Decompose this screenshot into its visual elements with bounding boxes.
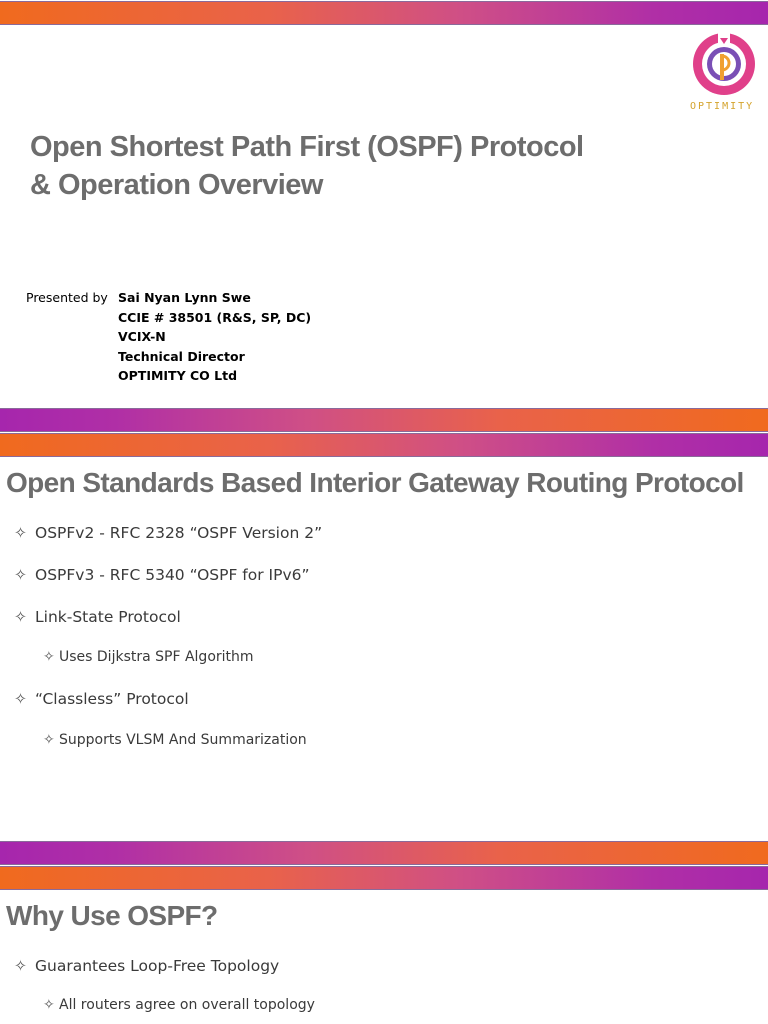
slide1-bottom-gradient-bar (0, 408, 768, 432)
slide2-bullet-4: ✧ “Classless” Protocol (14, 690, 189, 708)
title-line-2: & Operation Overview (30, 169, 323, 201)
slide3-bullet-1: ✧ Guarantees Loop-Free Topology (14, 957, 280, 975)
slide1-top-gradient-bar (0, 1, 768, 25)
presenter-company: OPTIMITY CO Ltd (118, 368, 238, 383)
diamond-bullet-icon: ✧ (14, 957, 27, 975)
slide2-heading: Open Standards Based Interior Gateway Routing Protocol (6, 467, 744, 498)
diamond-bullet-icon: ✧ (14, 566, 27, 584)
diamond-bullet-icon: ✧ (43, 649, 55, 665)
optimity-logo-text: OPTIMITY (690, 101, 755, 112)
slide2-top-gradient-bar (0, 433, 768, 457)
slide2-bullet-3: ✧ Link-State Protocol (14, 608, 181, 626)
diamond-bullet-icon: ✧ (14, 608, 27, 626)
slide2-subbullet-2: ✧ Supports VLSM And Summarization (43, 732, 307, 748)
slide2-bullet-2: ✧ OSPFv3 - RFC 5340 “OSPF for IPv6” (14, 566, 310, 584)
title-line-1: Open Shortest Path First (OSPF) Protocol (30, 131, 584, 163)
slide2-subbullet-1: ✧ Uses Dijkstra SPF Algorithm (43, 649, 254, 665)
presenter-cert: CCIE # 38501 (R&S, SP, DC) (118, 309, 312, 325)
diamond-bullet-icon: ✧ (14, 690, 27, 708)
slide1-title (30, 128, 584, 204)
diamond-bullet-icon: ✧ (14, 524, 27, 542)
slide3-top-gradient-bar (0, 866, 768, 890)
slide2-bullet-1: ✧ OSPFv2 - RFC 2328 “OSPF Version 2” (14, 524, 323, 542)
diamond-bullet-icon: ✧ (43, 997, 55, 1013)
optimity-logo (684, 28, 762, 118)
slide3-subbullet-1: ✧ All routers agree on overall topology (43, 997, 315, 1013)
presenter-vcix: VCIX-N (118, 329, 166, 344)
presenter-name: Sai Nyan Lynn Swe (118, 290, 251, 305)
diamond-bullet-icon: ✧ (43, 732, 55, 748)
slide2-bottom-gradient-bar (0, 841, 768, 865)
slide3-heading: Why Use OSPF? (6, 900, 218, 931)
presenter-role: Technical Director (118, 348, 245, 364)
presented-by-label: Presented by (26, 290, 108, 305)
presenter-block (26, 288, 311, 386)
